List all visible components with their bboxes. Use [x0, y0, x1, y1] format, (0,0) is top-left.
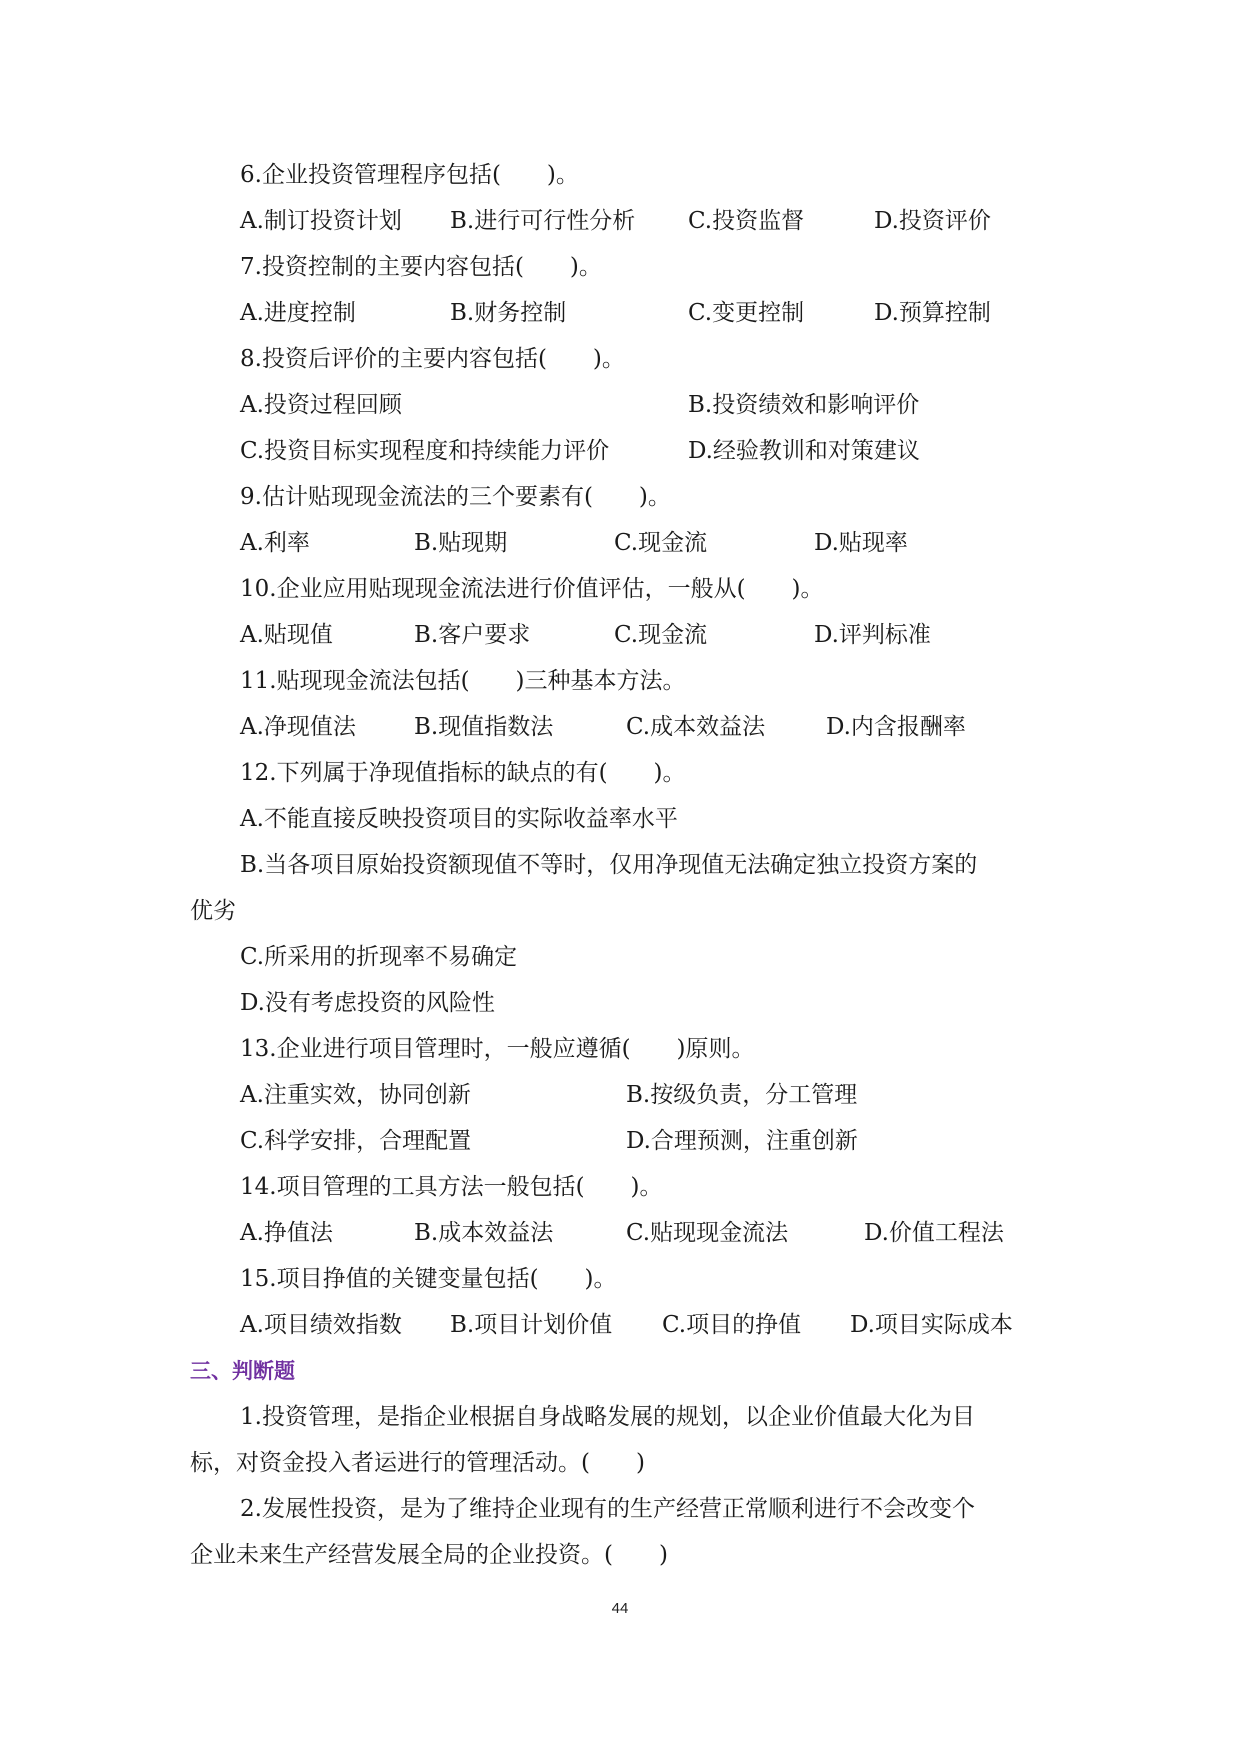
option-d: D.没有考虑投资的风险性 [240, 990, 495, 1016]
option-c: C.投资监督 [688, 208, 805, 234]
question-stem: 13.企业进行项目管理时，一般应遵循( )原则。 [240, 1036, 755, 1062]
option-c: C.现金流 [614, 622, 708, 648]
option-c: C.所采用的折现率不易确定 [240, 944, 518, 970]
option-a: A.进度控制 [240, 300, 356, 326]
options-row [190, 1072, 1050, 1118]
option-a: A.项目绩效指数 [240, 1312, 402, 1338]
option-b: B.客户要求 [414, 622, 531, 648]
option-d: D.合理预测，注重创新 [626, 1128, 858, 1154]
option-b-continuation: 优劣 [190, 898, 236, 924]
judgment-question-continuation: 企业未来生产经营发展全局的企业投资。( ) [190, 1542, 668, 1568]
option-a: A.贴现值 [240, 622, 333, 648]
option-c: C.投资目标实现程度和持续能力评价 [240, 438, 610, 464]
option-a: A.制订投资计划 [240, 208, 402, 234]
option-b: B.投资绩效和影响评价 [688, 392, 920, 418]
judgment-question-line: 1.投资管理，是指企业根据自身战略发展的规划，以企业价值最大化为目 [240, 1404, 975, 1430]
page-number: 44 [611, 1600, 629, 1617]
option-c: C.变更控制 [688, 300, 805, 326]
option-d: D.项目实际成本 [850, 1312, 1013, 1338]
option-c: C.成本效益法 [626, 714, 766, 740]
options-row [190, 1118, 1050, 1164]
options-row [190, 382, 1050, 428]
option-d: D.预算控制 [874, 300, 991, 326]
option-d: D.投资评价 [874, 208, 991, 234]
option-a: A.不能直接反映投资项目的实际收益率水平 [240, 806, 678, 832]
option-b: B.项目计划价值 [450, 1312, 613, 1338]
section-heading: 三、判断题 [190, 1359, 295, 1383]
option-a: A.挣值法 [240, 1220, 333, 1246]
options-row [190, 198, 1050, 244]
option-b: B.按级负责，分工管理 [626, 1082, 858, 1108]
option-a: A.净现值法 [240, 714, 356, 740]
judgment-question-continuation: 标，对资金投入者运进行的管理活动。( ) [190, 1450, 645, 1476]
option-d: D.内含报酬率 [826, 714, 966, 740]
question-stem: 6.企业投资管理程序包括( )。 [240, 162, 579, 188]
question-stem: 10.企业应用贴现现金流法进行价值评估，一般从( )。 [240, 576, 824, 602]
options-row [190, 1302, 1050, 1348]
option-c: C.科学安排，合理配置 [240, 1128, 472, 1154]
option-c: C.贴现现金流法 [626, 1220, 789, 1246]
option-b: B.成本效益法 [414, 1220, 554, 1246]
option-b: B.财务控制 [450, 300, 567, 326]
option-b: B.进行可行性分析 [450, 208, 636, 234]
option-b: B.现值指数法 [414, 714, 554, 740]
options-row [190, 704, 1050, 750]
option-a: A.投资过程回顾 [240, 392, 402, 418]
options-row [190, 428, 1050, 474]
option-a: A.注重实效，协同创新 [240, 1082, 471, 1108]
option-d: D.评判标准 [814, 622, 931, 648]
option-b: B.贴现期 [414, 530, 508, 556]
option-b: B.当各项目原始投资额现值不等时，仅用净现值无法确定独立投资方案的 [240, 852, 978, 878]
option-d: D.经验教训和对策建议 [688, 438, 920, 464]
judgment-question-line: 2.发展性投资，是为了维持企业现有的生产经营正常顺利进行不会改变个 [240, 1496, 975, 1522]
question-stem: 7.投资控制的主要内容包括( )。 [240, 254, 602, 280]
question-stem: 12.下列属于净现值指标的缺点的有( )。 [240, 760, 686, 786]
options-row [190, 612, 1050, 658]
options-row [190, 520, 1050, 566]
question-stem: 14.项目管理的工具方法一般包括( )。 [240, 1174, 663, 1200]
options-row [190, 290, 1050, 336]
options-row [190, 1210, 1050, 1256]
question-stem: 11.贴现现金流法包括( )三种基本方法。 [240, 668, 686, 694]
option-c: C.项目的挣值 [662, 1312, 802, 1338]
question-stem: 8.投资后评价的主要内容包括( )。 [240, 346, 625, 372]
option-d: D.贴现率 [814, 530, 908, 556]
option-c: C.现金流 [614, 530, 708, 556]
option-a: A.利率 [240, 530, 310, 556]
option-d: D.价值工程法 [864, 1220, 1004, 1246]
question-stem: 9.估计贴现现金流法的三个要素有( )。 [240, 484, 671, 510]
page-content [190, 152, 1050, 1578]
question-stem: 15.项目挣值的关键变量包括( )。 [240, 1266, 617, 1292]
